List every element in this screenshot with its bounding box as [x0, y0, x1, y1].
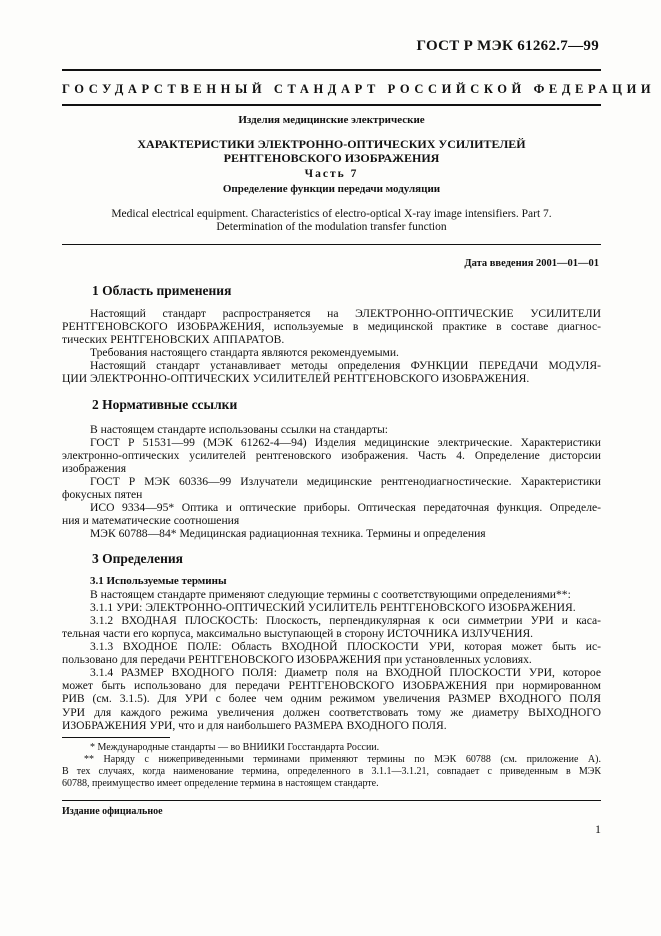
text-line: тических РЕНТГЕНОВСКИХ АППАРАТОВ. — [62, 333, 285, 347]
second-rule — [62, 104, 601, 106]
text-line: В настоящем стандарте использованы ссылки на стандарты: — [90, 423, 389, 436]
title-divider — [62, 244, 601, 245]
text-line: тельная части его корпуса, максимально выступающей в сторону ИСТОЧНИКА ИЗЛУЧЕНИЯ. — [62, 627, 534, 641]
section-1-paragraph-2 — [62, 346, 601, 359]
text-line: ИЗОБРАЖЕНИЯ УРИ, что и для наибольшего РАЗМЕРА ВХОДНОГО ПОЛЯ. — [62, 718, 447, 732]
footnote-1 — [62, 742, 601, 754]
section-1-paragraph-1 — [62, 307, 601, 347]
top-rule — [62, 69, 601, 71]
text-line: В настоящем стандарте применяют следующие термины с соответствующими определениями**: — [90, 588, 571, 601]
text-line: пользовано для передачи РЕНТГЕНОВСКОГО ИЗОБРАЖЕНИЯ при установленных условиях. — [62, 653, 532, 667]
section-3-heading: 3 Определения — [92, 551, 183, 566]
text-line: 3.1.3 ВХОДНОЕ ПОЛЕ: Область ВХОДНОЙ ПЛОСКОСТИ УРИ, которая может быть ис- — [90, 640, 601, 653]
section-2-intro — [62, 423, 601, 436]
text-line: * Международные стандарты — во ВНИИКИ Госстандарта России. — [90, 742, 380, 753]
part-label: Часть 7 — [304, 168, 359, 180]
text-line: УРИ для каждого режима увеличения должен соответствовать тому же диаметру ВЫХОДНОГО — [62, 705, 601, 719]
text-line: МЭК 60788—84* Медицинская радиационная техника. Термины и определения — [90, 527, 486, 540]
reference-3 — [62, 501, 601, 527]
text-line: 3.1.2 ВХОДНАЯ ПЛОСКОСТЬ: Плоскость, перпендикулярная к оси симметрии УРИ и каса- — [90, 614, 601, 627]
text-line: Требования настоящего стандарта являются рекомендуемыми. — [90, 346, 399, 359]
reference-4 — [62, 527, 601, 540]
text-line: Настоящий стандарт распространяется на ЭЛЕКТРОННО-ОПТИЧЕСКИЕ УСИЛИТЕЛИ — [90, 307, 601, 320]
state-standard-heading: ГОСУДАРСТВЕННЫЙ СТАНДАРТ РОССИЙСКОЙ ФЕДЕРАЦИИ — [62, 82, 656, 96]
text-line: ния и математические соотношения — [62, 514, 240, 528]
reference-2 — [62, 475, 601, 501]
text-line: 3.1.1 УРИ: ЭЛЕКТРОННО-ОПТИЧЕСКИЙ УСИЛИТЕЛЬ РЕНТГЕНОВСКОГО ИЗОБРАЖЕНИЯ. — [90, 601, 576, 614]
section-1-heading: 1 Область применения — [92, 283, 232, 298]
definition-3-1-2 — [62, 614, 601, 640]
definition-3-1-1 — [62, 601, 601, 614]
subtitle: Определение функции передачи модуляции — [222, 183, 441, 195]
section-3-intro — [62, 588, 601, 601]
title-line-2: РЕНТГЕНОВСКОГО ИЗОБРАЖЕНИЯ — [223, 151, 440, 165]
text-line: изображения — [62, 462, 127, 476]
definition-3-1-3 — [62, 640, 601, 666]
text-line: фокусных пятен — [62, 488, 143, 502]
definition-3-1-4 — [62, 666, 601, 732]
bottom-rule — [62, 800, 601, 801]
text-line: ИСО 9334—95* Оптика и оптические приборы. Оптическая передаточная функция. Определе- — [90, 501, 601, 514]
text-line: 3.1.4 РАЗМЕР ВХОДНОГО ПОЛЯ: Диаметр поля на ВХОДНОЙ ПЛОСКОСТИ УРИ, которое — [90, 666, 601, 679]
text-line: В тех случаях, когда наименование термина, определенного в 3.1.1—3.1.21, совпадает с приведенным в МЭК — [62, 766, 601, 777]
footnote-2 — [62, 754, 601, 790]
text-line: ГОСТ Р 51531—99 (МЭК 61262-4—94) Изделия медицинские электрические. Характеристики — [90, 436, 601, 449]
text-line: может быть использовано для передачи РЕНТГЕНОВСКОГО ИЗОБРАЖЕНИЯ при нормированном — [62, 679, 601, 693]
reference-1 — [62, 436, 601, 476]
english-title-line-1: Medical electrical equipment. Characteristics of electro-optical X-ray image intensifiers. Part 7. — [111, 208, 552, 220]
text-line: ГОСТ Р МЭК 60336—99 Излучатели медицинские рентгенодиагностические. Характеристики — [90, 475, 601, 488]
footnote-separator — [62, 737, 170, 738]
text-line: РИВ (см. 3.1.5). Для УРИ с более чем одним режимом увеличения РАЗМЕР ВХОДНОГО ПОЛЯ — [62, 692, 601, 706]
text-line: РЕНТГЕНОВСКОГО ИЗОБРАЖЕНИЯ, используемые в медицинской практике в составе диагнос- — [62, 320, 601, 334]
text-line: ЦИИ ЭЛЕКТРОННО-ОПТИЧЕСКИХ УСИЛИТЕЛЕЙ РЕНТГЕНОВСКОГО ИЗОБРАЖЕНИЯ. — [62, 372, 530, 386]
section-2-heading: 2 Нормативные ссылки — [92, 397, 238, 412]
introduction-date: Дата введения 2001—01—01 — [464, 258, 599, 269]
text-line: 60788, преимущество имеет определение термина в настоящем стандарте. — [62, 778, 379, 789]
section-1-paragraph-3 — [62, 359, 601, 385]
official-edition-label: Издание официальное — [62, 806, 163, 817]
english-title-line-2: Determination of the modulation transfer function — [216, 221, 447, 233]
page-number: 1 — [595, 822, 601, 836]
document-header: ГОСТ Р МЭК 61262.7—99 — [416, 38, 599, 54]
subsection-3-1-heading: 3.1 Используемые термины — [90, 575, 227, 587]
category-line: Изделия медицинские электрические — [238, 114, 425, 126]
title-line-1: ХАРАКТЕРИСТИКИ ЭЛЕКТРОННО-ОПТИЧЕСКИХ УСИЛИТЕЛЕЙ — [137, 137, 526, 151]
text-line: электронно-оптических усилителей рентгеновского изображения. Часть 4. Определение дисторсии — [62, 449, 601, 463]
text-line: Настоящий стандарт устанавливает методы определения ФУНКЦИИ ПЕРЕДАЧИ МОДУЛЯ- — [90, 359, 601, 372]
text-line: ** Наряду с нижеприведенными терминами применяют термины по МЭК 60788 (см. приложение А). — [84, 754, 601, 765]
